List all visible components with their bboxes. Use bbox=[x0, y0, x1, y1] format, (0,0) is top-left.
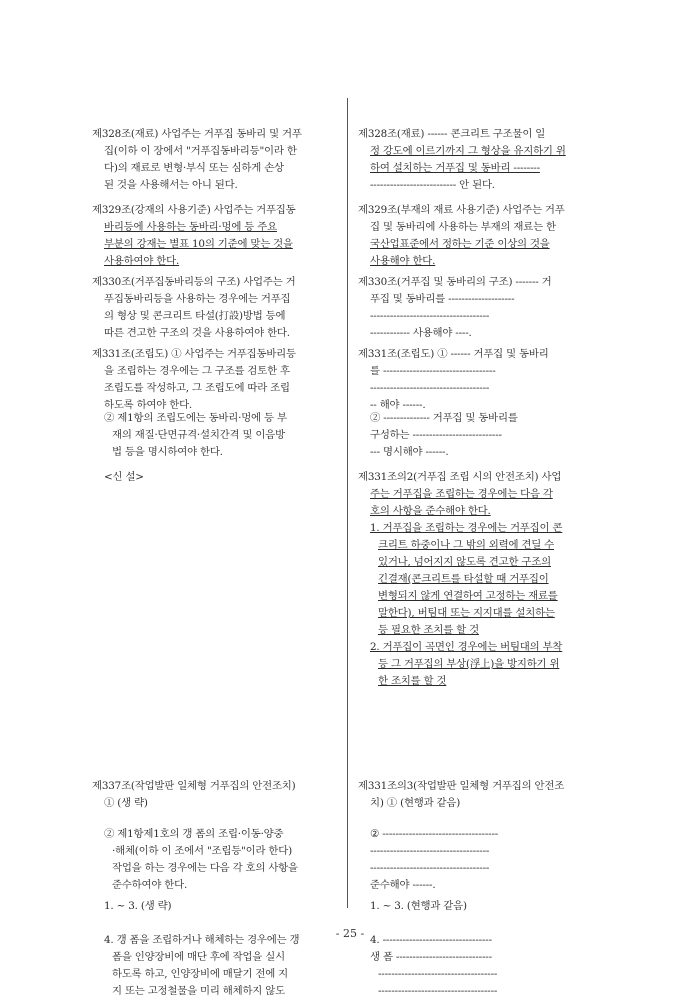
provision-line: 하도록 하고, 인양장비에 매달기 전에 지 bbox=[112, 968, 289, 980]
provision-line: ② 제1항의 조립도에는 동바리·멍에 등 부 bbox=[104, 412, 287, 424]
provision-line: -- 해야 ------. bbox=[370, 399, 426, 411]
provision-line: 국산업표준에서 정하는 기준 이상의 것을 bbox=[370, 238, 550, 250]
provision-line: 크리트 하중이나 그 밖의 외력에 견딜 수 bbox=[378, 539, 555, 551]
provision-line: ② 제1항제1호의 갱 폼의 조립·이동·양중 bbox=[104, 828, 284, 840]
provision-line: 부분의 강재는 별표 10의 기준에 맞는 것을 bbox=[104, 238, 293, 250]
provision-line: 사용하여야 한다. bbox=[104, 255, 180, 267]
provision-line: 제331조의3(작업발판 일체형 거푸집의 안전조 bbox=[358, 780, 565, 792]
provision-line: ------------------------------------ bbox=[370, 382, 490, 394]
provision-line: 생 폼 ----------------------------- bbox=[370, 951, 492, 963]
provision-line: ------------------------------------ bbox=[378, 968, 498, 980]
provision-block-b331 bbox=[358, 346, 610, 414]
provision-line: 지 또는 고정철물을 미리 해체하지 않도 bbox=[112, 985, 285, 997]
provision-line: 말한다), 버팀대 또는 지지대를 설치하는 bbox=[378, 607, 555, 619]
provision-block-a328 bbox=[92, 126, 342, 194]
provision-block-b331b bbox=[358, 410, 610, 461]
provision-block-b331_3b bbox=[358, 826, 610, 894]
provision-block-b330 bbox=[358, 274, 610, 342]
provision-block-b328 bbox=[358, 126, 610, 194]
provision-line: 된 것을 사용해서는 아니 된다. bbox=[104, 179, 238, 191]
column-divider bbox=[347, 98, 348, 908]
provision-line: 1. ~ 3. (생 략) bbox=[104, 900, 172, 912]
provision-line: 4. --------------------------------- bbox=[370, 934, 492, 946]
provision-line: 제329조(부재의 재료 사용기준) 사업주는 거푸 bbox=[358, 204, 565, 216]
provision-line: 4. 갱 폼을 조립하거나 해체하는 경우에는 갱 bbox=[104, 934, 300, 946]
provision-line: 푸집 및 동바리를 -------------------- bbox=[370, 293, 515, 305]
provision-block-a330 bbox=[92, 274, 342, 342]
provision-block-b331_3c bbox=[358, 898, 610, 915]
provision-line: ------------------------------------ bbox=[370, 862, 490, 874]
provision-line: 바리등에 사용하는 동바리·멍에 등 주요 bbox=[104, 221, 277, 233]
provision-line: ------------------------------------ bbox=[370, 310, 490, 322]
provision-line: -------------------------- 안 된다. bbox=[370, 179, 495, 191]
provision-line: 준수하여야 한다. bbox=[112, 879, 188, 891]
provision-line: 사용해야 한다. bbox=[370, 255, 436, 267]
page-number: - 25 - bbox=[335, 927, 365, 940]
provision-line: 따른 견고한 구조의 것을 사용하여야 한다. bbox=[104, 327, 290, 339]
provision-line: 등 필요한 조치를 할 것 bbox=[378, 624, 479, 636]
provision-line: 하도록 하여야 한다. bbox=[104, 399, 193, 411]
provision-block-a337b bbox=[92, 826, 342, 894]
provision-line: 주는 거푸집을 조립하는 경우에는 다음 각 bbox=[370, 488, 553, 500]
provision-line: 법 등을 명시하여야 한다. bbox=[112, 446, 223, 458]
provision-block-new bbox=[92, 469, 342, 486]
provision-line: 재의 재질·단면규격·설치간격 및 이음방 bbox=[112, 429, 285, 441]
provision-line: 제330조(거푸집 및 동바리의 구조) ------- 거 bbox=[358, 276, 552, 288]
provision-block-b329 bbox=[358, 202, 610, 270]
provision-line: 푸집동바리등을 사용하는 경우에는 거푸집 bbox=[104, 293, 291, 305]
provision-line: 등 그 거푸집의 부상(浮上)을 방지하기 위 bbox=[378, 658, 560, 670]
provision-line: 을 조립하는 경우에는 그 구조를 검토한 후 bbox=[104, 365, 290, 377]
provision-line: 한 조치를 할 것 bbox=[378, 675, 447, 687]
provision-block-a329 bbox=[92, 202, 342, 270]
provision-line: ② ----------------------------------- bbox=[370, 828, 499, 840]
provision-line: ① (생 략) bbox=[104, 797, 148, 809]
provision-line: 제331조(조립도) ① ------ 거푸집 및 동바리 bbox=[358, 348, 549, 360]
provision-line: 폼을 인양장비에 매단 후에 작업을 실시 bbox=[112, 951, 285, 963]
provision-line: 제337조(작업발판 일체형 거푸집의 안전조치) bbox=[92, 780, 296, 792]
provision-line: 제331조(조립도) ① 사업주는 거푸집동바리등 bbox=[92, 348, 296, 360]
provision-line: 작업을 하는 경우에는 다음 각 호의 사항을 bbox=[112, 862, 298, 874]
provision-line: 1. ~ 3. (현행과 같음) bbox=[370, 900, 467, 912]
provision-line: 제328조(재료) 사업주는 거푸집 동바리 및 거푸 bbox=[92, 128, 302, 140]
provision-block-b331_2 bbox=[358, 469, 610, 690]
provision-line: 긴결재(콘크리트를 타설할 때 거푸집이 bbox=[378, 573, 549, 585]
provision-line: 준수해야 ------. bbox=[370, 879, 436, 891]
provision-line: 의 형상 및 콘크리트 타설(打設)방법 등에 bbox=[104, 310, 286, 322]
provision-line: 다)의 재료로 변형·부식 또는 심하게 손상 bbox=[104, 162, 284, 174]
provision-block-a337 bbox=[92, 778, 342, 812]
provision-line: <신 설> bbox=[104, 471, 144, 483]
provision-line: 제331조의2(거푸집 조립 시의 안전조치) 사업 bbox=[358, 471, 562, 483]
provision-line: 호의 사항을 준수해야 한다. bbox=[370, 505, 491, 517]
provision-line: 2. 거푸집이 곡면인 경우에는 버팀대의 부착 bbox=[370, 641, 563, 653]
provision-line: 치) ① (현행과 같음) bbox=[370, 797, 461, 809]
provision-line: ------------------------------------ bbox=[370, 845, 490, 857]
provision-block-b331_3 bbox=[358, 778, 610, 812]
provision-line: 있거나, 넘어지지 않도록 견고한 구조의 bbox=[378, 556, 551, 568]
provision-line: 하여 설치하는 거푸집 및 동바리 -------- bbox=[370, 162, 540, 174]
provision-line: 조립도를 작성하고, 그 조립도에 따라 조립 bbox=[104, 382, 290, 394]
provision-line: 집 및 동바리에 사용하는 부재의 재료는 한 bbox=[370, 221, 556, 233]
provision-block-a337c bbox=[92, 898, 342, 915]
provision-line: 정 강도에 이르기까지 그 형상을 유지하기 위 bbox=[370, 145, 566, 157]
provision-block-a331 bbox=[92, 346, 342, 414]
provision-line: 제328조(재료) ------ 콘크리트 구조물이 일 bbox=[358, 128, 546, 140]
provision-line: 제330조(거푸집동바리등의 구조) 사업주는 거 bbox=[92, 276, 296, 288]
provision-line: ------------ 사용해야 ----. bbox=[370, 327, 472, 339]
provision-block-a331b bbox=[92, 410, 342, 461]
provision-line: --- 명시해야 ------. bbox=[370, 446, 449, 458]
provision-line: ·해체(이하 이 조에서 "조립등"이라 한다) bbox=[112, 845, 292, 857]
provision-line: 1. 거푸집을 조립하는 경우에는 거푸집이 콘 bbox=[370, 522, 563, 534]
provision-line: ------------------------------------ bbox=[378, 985, 498, 997]
provision-line: 구성하는 --------------------------- bbox=[370, 429, 502, 441]
provision-line: 제329조(강재의 사용기준) 사업주는 거푸집동 bbox=[92, 204, 296, 216]
provision-line: 를 ---------------------------------- bbox=[370, 365, 496, 377]
provision-line: 변형되지 않게 연결하여 고정하는 재료를 bbox=[378, 590, 558, 602]
provision-line: 집(이하 이 장에서 "거푸집동바리등"이라 한 bbox=[104, 145, 297, 157]
provision-line: ② -------------- 거푸집 및 동바리를 bbox=[370, 412, 518, 424]
